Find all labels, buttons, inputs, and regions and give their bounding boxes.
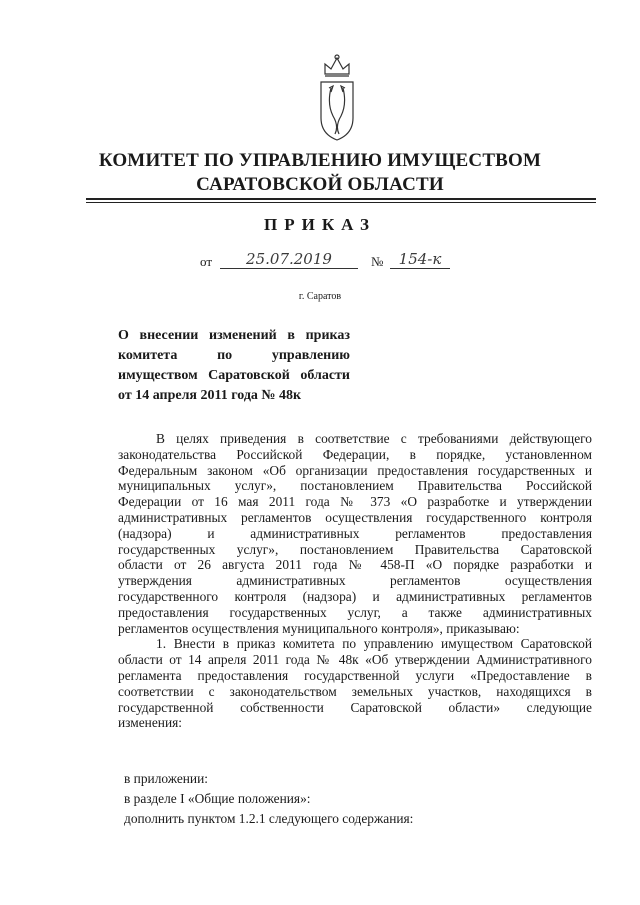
body-line: государственных услуг», постановлением Правительства Саратовской: [118, 541, 592, 557]
list-item: в приложении:: [124, 771, 208, 786]
body-line: В целях приведения в соответствие с требованиями действующего: [156, 431, 592, 446]
subject-line: имуществом Саратовской области: [118, 368, 350, 383]
body-line: предоставления государственных услуг, а также административных: [118, 604, 592, 620]
order-date-handwritten: 25.07.2019: [220, 250, 358, 269]
body-line: (надзора) и административных регламентов предоставления: [118, 525, 592, 541]
organization-name-line2: САРАТОВСКОЙ ОБЛАСТИ: [196, 174, 444, 195]
date-label: от: [200, 254, 213, 269]
body-line: Федеральным законом «Об организации предоставления государственных и: [118, 462, 592, 478]
body-line: законодательства Российской Федерации, в порядке, установленном: [118, 446, 592, 462]
list-item: дополнить пунктом 1.2.1 следующего содержания:: [124, 811, 414, 826]
body-line: муниципальных услуг», постановлением Правительства Российской: [118, 478, 592, 494]
body-line: области от 26 августа 2011 года № 458-П «О порядке разработки и: [118, 557, 592, 573]
saratov-coat-of-arms-icon: [317, 52, 357, 144]
body-line: регламентов осуществления муниципального контроля», приказываю:: [118, 620, 520, 636]
document-type-title: ПРИКАЗ: [264, 215, 376, 234]
body-line: 1. Внести в приказ комитета по управлению имуществом Саратовской: [156, 636, 592, 652]
body-line: изменения:: [118, 715, 183, 731]
order-date-number-line: [0, 250, 640, 272]
subject-line: от 14 апреля 2011 года № 48к: [118, 388, 302, 403]
subject-line: комитета по управлению: [118, 348, 350, 363]
body-line: области от 14 апреля 2011 года № 48к «Об утверждении Административного: [118, 652, 592, 668]
body-line: соответствии с законодательством земельных участков, находящихся в: [118, 683, 592, 699]
subject-line: О внесении изменений в приказ: [118, 328, 350, 343]
order-number-handwritten: 154-к: [390, 250, 450, 269]
header-divider-thick: [86, 198, 596, 200]
list-item: в разделе I «Общие положения»:: [124, 791, 311, 806]
body-line: Федерации от 16 мая 2011 года № 373 «О разработке и утверждении: [118, 494, 592, 510]
number-label: №: [371, 254, 384, 269]
order-body-text: [118, 431, 592, 731]
body-line: административных регламентов осуществления государственного контроля: [118, 509, 592, 525]
header-divider-thin: [86, 202, 596, 203]
body-line: государственного контроля (надзора) и административных регламентов: [118, 588, 592, 604]
body-line: утверждения административных регламентов осуществления: [118, 573, 592, 589]
body-line: государственной собственности Саратовской области» следующие: [118, 699, 592, 715]
organization-name-line1: КОМИТЕТ ПО УПРАВЛЕНИЮ ИМУЩЕСТВОМ: [98, 150, 542, 171]
body-line: регламента предоставления государственной услуги «Предоставление в: [118, 667, 592, 683]
city-name: г. Саратов: [298, 291, 342, 302]
order-subject: [118, 326, 350, 406]
